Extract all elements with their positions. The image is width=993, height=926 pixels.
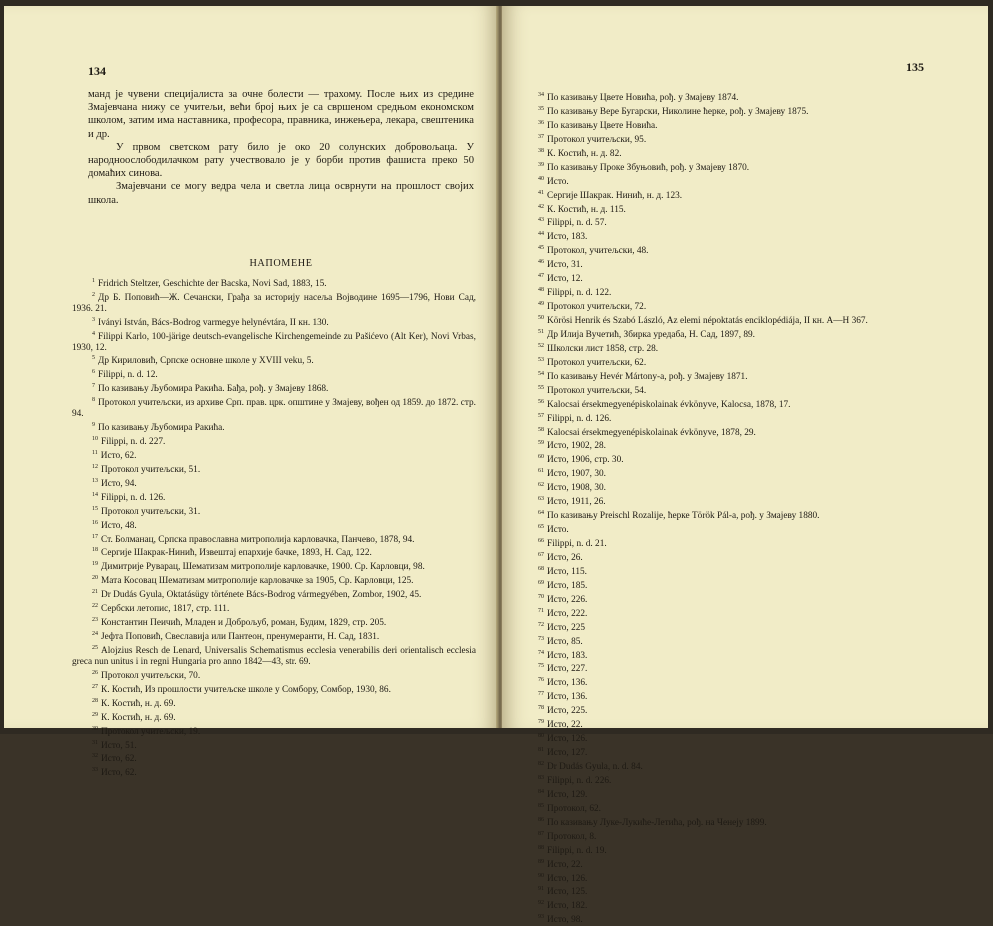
- footnote-number: 32: [92, 753, 98, 760]
- footnote-number: 71: [538, 607, 544, 614]
- footnote-number: 28: [92, 697, 98, 704]
- footnote-text: Исто, 22.: [547, 859, 583, 870]
- footnote-text: Исто, 182.: [547, 901, 588, 912]
- footnote: [92, 545, 476, 559]
- footnote: [72, 532, 476, 546]
- footnote: [92, 381, 476, 395]
- footnote-text: К. Костић, н. д. 69.: [101, 712, 176, 723]
- footnote: [72, 587, 476, 601]
- footnote-text: Körösi Henrik és Szabó László, Az elemi népoktatás enciklopédiája, II кн. А—Н 367.: [547, 316, 868, 327]
- footnote-number: 83: [538, 774, 544, 781]
- footnote-text: По казивању Проке Збуњовић, рођ. у Змајеву 1870.: [547, 162, 750, 173]
- footnote: [92, 315, 476, 329]
- footnote: [92, 448, 476, 462]
- footnote-text: Мата Косовац Шематизам митрополије карловачке за 1905, Ср. Карловци, 125.: [101, 576, 414, 587]
- footnote: [538, 146, 958, 160]
- footnote-number: 84: [538, 788, 544, 795]
- footnote: [72, 573, 476, 587]
- footnote-text: Dr Dudás Gyula, n. d. 84.: [547, 762, 643, 773]
- footnote: [92, 434, 476, 448]
- footnote-number: 39: [538, 161, 544, 168]
- footnote-number: 54: [538, 370, 544, 377]
- footnote-text: По казивању Preischl Rozalije, ћерке Török Pál-a, рођ. у Змајеву 1880.: [547, 511, 820, 522]
- footnote: [538, 438, 958, 452]
- footnote-number: 37: [538, 133, 544, 140]
- footnote-text: Исто, 225: [547, 622, 586, 633]
- footnote-number: 34: [538, 92, 544, 98]
- notes-heading: НАПОМЕНЕ: [249, 258, 313, 269]
- footnote-number: 7: [92, 383, 95, 390]
- footnote: [538, 689, 958, 703]
- footnote-number: 88: [538, 844, 544, 851]
- footnote: [538, 188, 958, 202]
- footnote-text: Протокол, 8.: [547, 831, 597, 842]
- footnote: [92, 462, 476, 476]
- footnote: [538, 898, 958, 912]
- footnote: [92, 504, 476, 518]
- footnote-number: 62: [538, 482, 544, 489]
- footnote: [538, 843, 958, 857]
- footnote: [538, 480, 958, 494]
- footnote-text: Исто, 94.: [101, 478, 137, 489]
- footnote-number: 23: [92, 617, 98, 624]
- footnote-number: 72: [538, 621, 544, 628]
- footnote-text: Др Илија Вучетић, Збирка уредаба, Н. Сад, 1897, 89.: [547, 330, 755, 341]
- footnote-number: 26: [92, 669, 98, 676]
- footnote: [538, 202, 958, 216]
- left-page: [4, 6, 498, 779]
- footnote-number: 3: [92, 316, 95, 323]
- footnote-text: Јефта Поповић, Свеславија или Пантеон, пренумеранти, Н. Сад, 1831.: [101, 632, 380, 643]
- footnote: [538, 745, 958, 759]
- footnote-number: 25: [92, 645, 98, 652]
- footnote: [538, 536, 958, 550]
- footnote: [538, 578, 958, 592]
- footnote: [92, 710, 476, 724]
- footnote-text: Исто.: [547, 176, 569, 187]
- footnote-number: 60: [538, 454, 544, 461]
- footnote-text: Ст. Болманац, Српска православна митрополија карловачка, Панчево, 1878, 94.: [101, 534, 415, 545]
- footnote-text: К. Костић, Из прошлости учитељске школе у Сомбору, Сомбор, 1930, 86.: [101, 684, 391, 695]
- footnote-number: 33: [92, 767, 98, 774]
- footnote: [92, 629, 476, 643]
- footnote-text: Filippi, n. d. 227.: [101, 437, 166, 448]
- footnote-text: Исто, 136.: [547, 678, 588, 689]
- footnote-text: Протокол учитељски, из архиве Срп. прав. црк. општине у Змајеву, вођен од 1859. до 1872. стр. 94.: [72, 398, 476, 420]
- footnote: [518, 313, 958, 327]
- footnote: [92, 738, 476, 752]
- footnote-number: 79: [538, 719, 544, 726]
- footnote-number: 64: [538, 510, 544, 517]
- footnote: [538, 397, 958, 411]
- footnote: [92, 615, 476, 629]
- footnote: [538, 285, 958, 299]
- footnote-number: 69: [538, 579, 544, 586]
- footnote-text: По казивању Вере Бугарски, Николине ћерке, рођ. у Змајеву 1875.: [547, 107, 809, 118]
- footnote-number: 45: [538, 245, 544, 252]
- footnote: [538, 369, 958, 383]
- footnote-text: Протокол учитељски, 70.: [101, 670, 201, 681]
- footnote: [92, 476, 476, 490]
- footnote-number: 38: [538, 147, 544, 154]
- footnote-number: 22: [92, 603, 98, 610]
- footnote-text: Filippi, n. d. 126.: [101, 492, 166, 503]
- footnote-text: Исто, 183.: [547, 232, 588, 243]
- footnote-number: 70: [538, 593, 544, 600]
- footnote-number: 61: [538, 468, 544, 475]
- footnote: [538, 717, 958, 731]
- footnote: [538, 466, 958, 480]
- footnote-number: 29: [92, 711, 98, 718]
- footnote: [92, 765, 476, 779]
- footnote: [538, 452, 958, 466]
- footnote-text: Исто.: [547, 525, 569, 536]
- footnote: [538, 341, 958, 355]
- footnote: [538, 675, 958, 689]
- footnote: [538, 857, 958, 871]
- footnote-number: 93: [538, 914, 544, 921]
- footnote-number: 21: [92, 589, 98, 596]
- footnote-number: 74: [538, 649, 544, 656]
- footnote-text: Filippi, n. d. 19.: [547, 845, 607, 856]
- footnote-text: Протокол учитељски, 62.: [547, 357, 647, 368]
- footnote: [92, 724, 476, 738]
- footnote-text: Исто, 126.: [547, 734, 588, 745]
- footnote: [538, 661, 958, 675]
- footnote-text: Константин Пеичић, Младен и Доброљуб, роман, Будим, 1829, стр. 205.: [101, 618, 387, 629]
- footnote: [538, 215, 958, 229]
- footnote-text: Исто, 226.: [547, 594, 588, 605]
- footnote-number: 52: [538, 342, 544, 349]
- footnote: [538, 160, 958, 174]
- footnote: [92, 276, 476, 290]
- body-text: [88, 88, 474, 207]
- footnote-text: Исто, 136.: [547, 692, 588, 703]
- footnote-text: Сергије Шакрак-Нинић, Извештај епархије бачке, 1893, Н. Сад, 122.: [101, 548, 372, 559]
- footnote-number: 2: [92, 291, 95, 298]
- footnote: [538, 815, 958, 829]
- footnote-text: Исто, 126.: [547, 873, 588, 884]
- footnote-number: 12: [92, 463, 98, 470]
- footnote-number: 44: [538, 231, 544, 238]
- footnote: [538, 759, 958, 773]
- footnote: [538, 257, 958, 271]
- footnote: [538, 550, 958, 564]
- footnote-text: Filippi, n. d. 122.: [547, 288, 612, 299]
- footnote-number: 65: [538, 524, 544, 531]
- footnote-number: 31: [92, 739, 98, 746]
- footnote-text: Исто, 185.: [547, 580, 588, 591]
- footnotes-left: [72, 276, 476, 779]
- footnote-number: 8: [92, 397, 95, 404]
- footnote-number: 43: [538, 217, 544, 224]
- footnote: [538, 522, 958, 536]
- footnote-text: Dr Dudás Gyula, Oktatásügy története Bács-Bodrog vármegyében, Zombor, 1902, 45.: [101, 590, 422, 601]
- footnote-number: 1: [92, 278, 95, 284]
- footnote-text: Kalocsai érsekmegyenépiskolainak évkönyve, 1878, 29.: [547, 427, 756, 438]
- footnote: [538, 271, 958, 285]
- footnote-number: 91: [538, 886, 544, 893]
- footnote-text: Исто, 98.: [547, 915, 583, 926]
- footnote: [538, 592, 958, 606]
- body-paragraph-1: манд је чувени специјалиста за очне болести — трахому. После њих из средине Змајевчана нижу се учитељи, већи број њих је са свршеном средњом економском школом, затим има наставника, професора, правника, инжењера, лекара, свештеника и др.: [88, 89, 474, 140]
- footnote-text: Filippi Karlo, 100-järige deutsch-evangelische Kirchengemeinde zu Pašićevo (Alt Ker), Novi Vrbas, 1930, 12.: [72, 331, 476, 353]
- body-paragraph-2: У првом светском рату било је око 20 солунских добровољаца. У народноослободилачком рату учествовало је у борби против фашиста преко 50 домаћих синова.: [88, 141, 474, 180]
- footnote-number: 17: [92, 533, 98, 540]
- footnote: [538, 327, 958, 341]
- footnote-text: Fridrich Steltzer, Geschichte der Bacska, Novi Sad, 1883, 15.: [98, 279, 327, 290]
- footnote-text: Filippi, n. d. 57.: [547, 218, 607, 229]
- footnote: [538, 884, 958, 898]
- footnote: [538, 411, 958, 425]
- footnote-number: 18: [92, 547, 98, 554]
- footnote-text: Сербски летопис, 1817, стр. 111.: [101, 604, 230, 615]
- footnote-number: 51: [538, 328, 544, 335]
- footnote-text: Др Кириловић, Српске основне школе у XVIII veku, 5.: [98, 356, 314, 367]
- footnote-text: Исто, 183.: [547, 650, 588, 661]
- footnote: [538, 648, 958, 662]
- footnote-number: 50: [538, 315, 544, 321]
- footnote-number: 35: [538, 105, 544, 112]
- footnote-number: 80: [538, 733, 544, 740]
- footnote-number: 59: [538, 440, 544, 447]
- footnote-number: 11: [92, 449, 98, 456]
- footnote: [538, 773, 958, 787]
- footnote-text: Исто, 1907, 30.: [547, 469, 606, 480]
- footnote-number: 30: [92, 725, 98, 732]
- footnote: [538, 494, 958, 508]
- footnote-number: 10: [92, 435, 98, 442]
- footnote-text: По казивању Hevér Mártony-a, рођ. у Змајеву 1871.: [547, 371, 748, 382]
- footnote-text: По казивању Цвете Новића.: [547, 120, 658, 131]
- footnote-number: 57: [538, 412, 544, 419]
- footnote-text: К. Костић, н. д. 82.: [547, 148, 622, 159]
- footnote: [538, 104, 958, 118]
- footnote: [538, 801, 958, 815]
- footnote: [538, 383, 958, 397]
- footnote-number: 47: [538, 273, 544, 280]
- footnote: [92, 696, 476, 710]
- footnote-text: Протокол учитељски, 54.: [547, 385, 647, 396]
- footnote: [538, 90, 958, 104]
- footnote-number: 20: [92, 575, 98, 582]
- footnote-text: По казивању Љубомира Ракића. Бађа, рођ. у Змајеву 1868.: [98, 384, 329, 395]
- footnote: [538, 229, 958, 243]
- footnote-number: 76: [538, 677, 544, 684]
- footnote-number: 55: [538, 384, 544, 391]
- footnote: [538, 620, 958, 634]
- footnote-text: Исто, 129.: [547, 789, 588, 800]
- footnote: [92, 518, 476, 532]
- footnote-number: 9: [92, 422, 95, 429]
- footnote-text: К. Костић, н. д. 115.: [547, 204, 626, 215]
- footnote-text: Исто, 31.: [547, 260, 583, 271]
- footnote-number: 68: [538, 565, 544, 572]
- footnote: [92, 751, 476, 765]
- footnote-number: 5: [92, 355, 95, 362]
- footnote-text: Iványi István, Bács-Bodrog varmegye helynévtára, II кн. 130.: [98, 317, 329, 328]
- footnote-text: Исто, 85.: [547, 636, 583, 647]
- footnote-text: Исто, 222.: [547, 608, 588, 619]
- footnote-number: 56: [538, 398, 544, 405]
- footnote: [538, 508, 958, 522]
- footnote-number: 42: [538, 203, 544, 210]
- footnote-text: Исто, 1908, 30.: [547, 483, 606, 494]
- footnote-text: Исто, 48.: [101, 520, 137, 531]
- footnote-text: Исто, 225.: [547, 706, 588, 717]
- footnote: [538, 634, 958, 648]
- footnote: [92, 668, 476, 682]
- footnote-text: По казивању Луке-Лукиће-Летића, рођ. на Ченеју 1899.: [547, 817, 767, 828]
- footnote-number: 53: [538, 356, 544, 363]
- footnote-text: Протокол учитељски, 19.: [101, 726, 201, 737]
- footnote: [538, 829, 958, 843]
- footnote-text: Протокол учитељски, 31.: [101, 506, 201, 517]
- footnote-number: 63: [538, 496, 544, 503]
- footnote-number: 67: [538, 551, 544, 558]
- footnote-text: Alojzius Resch de Lenard, Universalis Schematismus ecclesia venerabilis deri orientalisch ecclesia greca nun unitus i in regni Hungaria pro anno 1842—43, str. 69.: [72, 646, 476, 667]
- footnote-number: 14: [92, 491, 98, 498]
- footnote-text: Исто, 227.: [547, 664, 588, 675]
- footnote-number: 24: [92, 631, 98, 638]
- footnote-number: 81: [538, 747, 544, 754]
- footnote-text: Исто, 51.: [101, 740, 137, 751]
- footnote: [92, 367, 476, 381]
- footnote-number: 16: [92, 519, 98, 526]
- footnote: [92, 353, 476, 367]
- footnote-number: 89: [538, 858, 544, 865]
- footnote-number: 86: [538, 816, 544, 823]
- footnote: [538, 606, 958, 620]
- footnote-number: 58: [538, 426, 544, 433]
- footnote-text: Протокол, учитељски, 48.: [547, 246, 649, 257]
- footnote-number: 41: [538, 189, 544, 196]
- footnote: [538, 731, 958, 745]
- footnote-text: Исто, 127.: [547, 748, 588, 759]
- footnote-text: Исто, 22.: [547, 720, 583, 731]
- footnote-text: Исто, 1902, 28.: [547, 441, 606, 452]
- footnote-number: 92: [538, 900, 544, 907]
- footnote: [538, 299, 958, 313]
- footnote-text: Kalocsai érsekmegyenépiskolainak évkönyve, Kalocsa, 1878, 17.: [547, 399, 791, 410]
- footnote-text: Протокол, 62.: [547, 803, 601, 814]
- footnote-number: 40: [538, 175, 544, 182]
- footnote: [538, 871, 958, 885]
- footnote-text: Filippi, n. d. 12.: [98, 370, 158, 381]
- footnote-text: Исто, 62.: [101, 768, 137, 779]
- right-page: [502, 6, 988, 926]
- footnote-text: Исто, 1911, 26.: [547, 497, 606, 508]
- footnote-text: Filippi, n. d. 21.: [547, 539, 607, 550]
- footnote: [538, 564, 958, 578]
- footnote-text: К. Костић, н. д. 69.: [101, 698, 176, 709]
- footnote: [538, 174, 958, 188]
- footnote: [538, 118, 958, 132]
- page-number-left: 134: [88, 64, 106, 78]
- footnote: [92, 420, 476, 434]
- footnote-number: 66: [538, 538, 544, 544]
- footnote: [92, 682, 476, 696]
- footnote-number: 36: [538, 119, 544, 126]
- footnote-text: Filippi, n. d. 126.: [547, 413, 612, 424]
- footnote-text: Сергије Шакрак. Нинић, н. д. 123.: [547, 190, 683, 201]
- footnote-number: 78: [538, 705, 544, 712]
- footnote-text: Протокол учитељски, 95.: [547, 134, 647, 145]
- footnotes-right: [538, 90, 958, 926]
- footnote: [72, 290, 476, 315]
- footnote-number: 4: [92, 330, 95, 337]
- footnote: [72, 395, 476, 420]
- footnote-text: Протокол учитељски, 51.: [101, 464, 201, 475]
- footnote: [538, 355, 958, 369]
- footnote-text: Исто, 1906, стр. 30.: [547, 455, 624, 466]
- footnote-number: 27: [92, 683, 98, 690]
- footnote-number: 19: [92, 561, 98, 568]
- footnote: [92, 601, 476, 615]
- footnote-number: 49: [538, 301, 544, 308]
- footnote-number: 87: [538, 830, 544, 837]
- footnote-number: 90: [538, 872, 544, 879]
- footnote-text: Исто, 12.: [547, 274, 583, 285]
- footnote-text: По казивању Љубомира Ракића.: [98, 423, 225, 434]
- footnote-number: 48: [538, 287, 544, 294]
- footnote-text: Исто, 115.: [547, 566, 588, 577]
- footnote-number: 73: [538, 635, 544, 642]
- footnote-text: Школски лист 1858, стр. 28.: [547, 343, 659, 354]
- footnote: [538, 703, 958, 717]
- footnote-text: Протокол учитељски, 72.: [547, 302, 647, 313]
- footnote-text: Исто, 26.: [547, 553, 583, 564]
- footnote-number: 46: [538, 259, 544, 266]
- footnote-number: 75: [538, 663, 544, 670]
- footnote: [72, 559, 476, 573]
- footnote-text: Др Б. Поповић—Ж. Сечански, Грађа за историју насеља Војводине 1695—1796, Нови Сад, 1936. 21.: [72, 293, 476, 314]
- footnote-text: Исто, 62.: [100, 451, 137, 461]
- footnote-text: По казивању Цвете Новића, рођ. у Змајеву 1874.: [547, 93, 739, 104]
- footnote: [92, 490, 476, 504]
- footnote: [72, 329, 476, 354]
- footnote-text: Исто, 62.: [101, 754, 137, 765]
- footnote-number: 82: [538, 761, 544, 767]
- footnote: [72, 643, 476, 668]
- footnote: [538, 132, 958, 146]
- footnote-number: 15: [92, 505, 98, 512]
- page-number-right: 135: [906, 60, 924, 74]
- footnote: [538, 425, 958, 439]
- footnote: [538, 912, 958, 926]
- footnote-text: Filippi, n. d. 226.: [547, 776, 612, 787]
- footnote-text: Исто, 125.: [547, 887, 588, 898]
- footnote: [538, 243, 958, 257]
- footnote-text: Димитрије Руварац, Шематизам митрополије карловачке, 1900. Ср. Карловци, 98.: [101, 562, 425, 573]
- footnote-number: 85: [538, 802, 544, 809]
- footnote-number: 77: [538, 691, 544, 698]
- footnote: [538, 787, 958, 801]
- footnote-number: 13: [92, 477, 98, 484]
- footnote-number: 6: [92, 369, 95, 376]
- body-paragraph-3: Змајевчани се могу ведра чела и светла лица осврнути на прошлост својих школа.: [88, 181, 474, 206]
